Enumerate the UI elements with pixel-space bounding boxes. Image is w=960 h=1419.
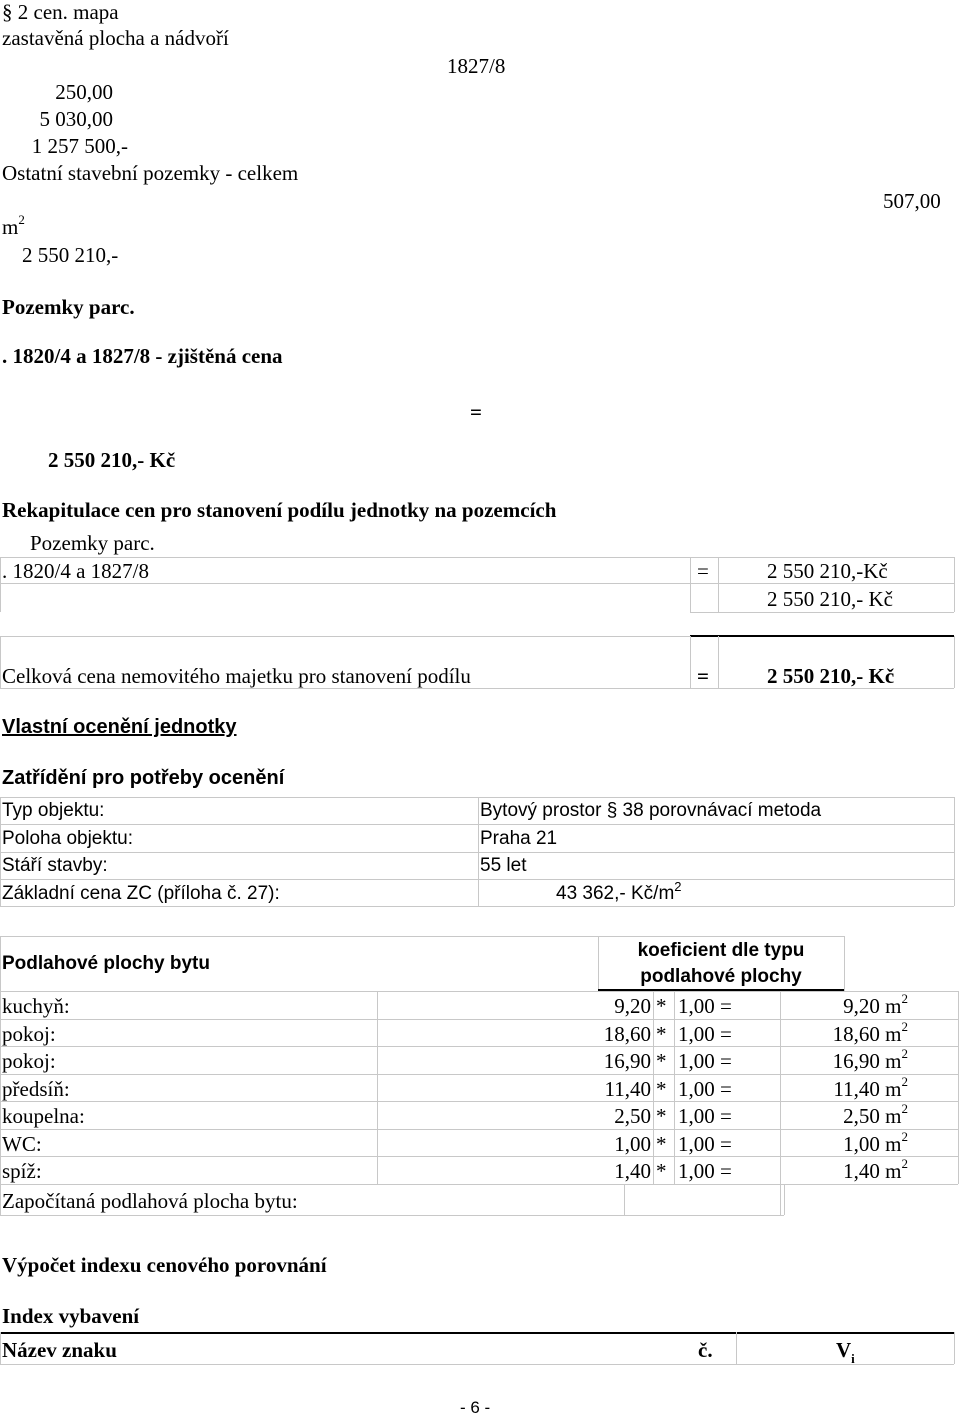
- room-coefficient: 1,00 =: [678, 1049, 732, 1073]
- room-result: 1,00 $m^2$: [843, 1129, 908, 1156]
- floor-line: [624, 1184, 625, 1215]
- other-lots-price: 2 550 210,-: [22, 243, 119, 267]
- room-name: předsíň:: [2, 1077, 70, 1101]
- object-type-value: Bytový prostor § 38 porovnávací metoda: [480, 800, 822, 821]
- base-price-value: 43 362,- $Kč/m^2$: [556, 879, 682, 904]
- room-area: 9,20: [614, 994, 651, 1018]
- lots-description: . 1820/4 a 1827/8 - zjištěná cena: [2, 344, 283, 368]
- classification-line: [0, 906, 954, 907]
- unit-label: $m^2$: [2, 212, 25, 239]
- index-line: [0, 1364, 954, 1365]
- room-coefficient: 1,00 =: [678, 1159, 732, 1183]
- total-rule: [690, 635, 954, 637]
- classification-line: [0, 824, 954, 825]
- floor-line: [0, 1019, 958, 1020]
- floor-line: [0, 1184, 958, 1185]
- other-lots-area: 507,00: [883, 189, 941, 213]
- room-name: spíž:: [2, 1159, 42, 1183]
- floor-line: [844, 936, 845, 991]
- room-name: pokoj:: [2, 1049, 56, 1073]
- floor-line: [0, 1046, 958, 1047]
- floor-line: [0, 991, 958, 992]
- room-coefficient: 1,00 =: [678, 1022, 732, 1046]
- room-area: 1,00: [614, 1132, 651, 1156]
- room-name: pokoj:: [2, 1022, 56, 1046]
- room-coefficient: 1,00 =: [678, 994, 732, 1018]
- room-result: 2,50 $m^2$: [843, 1101, 908, 1128]
- object-location-label: Poloha objektu:: [2, 828, 133, 849]
- own-valuation-heading: Vlastní ocenění jednotky: [2, 716, 237, 738]
- floor-line: [0, 1156, 958, 1157]
- classification-heading: Zatřídění pro potřeby ocenění: [2, 767, 285, 789]
- recap-lots-value: 2 550 210,-Kč: [767, 559, 888, 583]
- index-line: [954, 1332, 955, 1364]
- area-value: 250,00: [55, 80, 113, 104]
- recap-line: [0, 557, 1, 612]
- classification-line: [0, 879, 954, 880]
- object-location-value: Praha 21: [480, 828, 558, 849]
- recap-lots-label: Pozemky parc.: [30, 531, 155, 555]
- classification-line: [0, 797, 954, 798]
- price: 1 257 500,-: [31, 134, 128, 158]
- area-type: zastavěná plocha a nádvoří: [2, 26, 229, 50]
- room-result: 9,20 $m^2$: [843, 991, 908, 1018]
- multiply-sign: *: [656, 1022, 667, 1046]
- map-line: § 2 cen. mapa: [2, 0, 119, 24]
- index-header-rule: [0, 1332, 954, 1334]
- total-label: Celková cena nemovitého majetku pro stanovení podílu: [2, 664, 471, 688]
- recap-heading: Rekapitulace cen pro stanovení podílu jednotky na pozemcích: [2, 498, 557, 522]
- index-heading: Výpočet indexu cenového porovnání: [2, 1253, 327, 1277]
- coefficient-header-line2: podlahové plochy: [640, 966, 802, 987]
- total-line: [690, 636, 691, 688]
- counted-floor-area-label: Započítaná podlahová plocha bytu:: [2, 1189, 298, 1213]
- column-name-header: Název znaku: [2, 1338, 117, 1362]
- recap-line: [690, 612, 954, 613]
- recap-lots-description: . 1820/4 a 1827/8: [2, 559, 149, 583]
- recap-subtotal: 2 550 210,- Kč: [767, 587, 893, 611]
- room-area: 11,40: [604, 1077, 651, 1101]
- total-value: 2 550 210,- Kč: [767, 664, 895, 688]
- classification-line: [478, 797, 479, 906]
- index-line: [736, 1332, 737, 1364]
- floor-heading: Podlahové plochy bytu: [2, 953, 210, 974]
- recap-line: [718, 557, 719, 612]
- recap-line: [954, 557, 955, 612]
- recap-line: [0, 557, 954, 558]
- classification-line: [0, 852, 954, 853]
- room-result: 18,60 $m^2$: [832, 1019, 908, 1046]
- equals-sign: =: [470, 400, 482, 424]
- multiply-sign: *: [656, 1077, 667, 1101]
- room-coefficient: 1,00 =: [678, 1077, 732, 1101]
- floor-line: [0, 1129, 958, 1130]
- room-area: 16,90: [603, 1049, 651, 1073]
- total-equals: =: [697, 664, 709, 688]
- floor-line: [0, 1215, 784, 1216]
- room-coefficient: 1,00 =: [678, 1132, 732, 1156]
- room-area: 2,50: [614, 1104, 651, 1128]
- multiply-sign: *: [656, 1159, 667, 1183]
- multiply-sign: *: [656, 1132, 667, 1156]
- room-result: 16,90 $m^2$: [832, 1046, 908, 1073]
- multiply-sign: *: [656, 1049, 667, 1073]
- room-area: 1,40: [614, 1159, 651, 1183]
- column-vi-header: $V_i$: [836, 1338, 855, 1366]
- classification-line: [0, 797, 1, 906]
- floor-line: [784, 1184, 785, 1215]
- room-result: 11,40 $m^2$: [833, 1074, 908, 1101]
- total-line: [718, 636, 719, 688]
- recap-equals: =: [697, 559, 709, 583]
- parcel-number: 1827/8: [447, 54, 506, 78]
- recap-line: [0, 583, 954, 584]
- room-name: koupelna:: [2, 1104, 85, 1128]
- total-line: [0, 688, 954, 689]
- other-lots-label: Ostatní stavební pozemky - celkem: [2, 161, 299, 185]
- object-type-label: Typ objektu:: [2, 800, 105, 821]
- total-line: [0, 636, 1, 688]
- floor-line: [958, 991, 959, 1184]
- page-number: - 6 -: [460, 1398, 491, 1417]
- floor-line: [0, 1074, 958, 1075]
- column-number-header: č.: [698, 1338, 713, 1362]
- room-name: kuchyň:: [2, 994, 70, 1018]
- room-name: WC:: [2, 1132, 42, 1156]
- multiply-sign: *: [656, 1104, 667, 1128]
- floor-line: [0, 936, 844, 937]
- lots-label: Pozemky parc.: [2, 295, 135, 319]
- room-area: 18,60: [603, 1022, 651, 1046]
- floor-line: [0, 1101, 958, 1102]
- multiply-sign: *: [656, 994, 667, 1018]
- building-age-value: 55 let: [480, 855, 527, 876]
- floor-line: [0, 991, 1, 1215]
- room-coefficient: 1,00 =: [678, 1104, 732, 1128]
- floor-line: [0, 936, 1, 991]
- index-line: [0, 1332, 1, 1364]
- floor-line: [653, 991, 654, 1184]
- base-price-label: Základní cena ZC (příloha č. 27):: [2, 883, 280, 904]
- building-age-label: Stáří stavby:: [2, 855, 108, 876]
- floor-line: [377, 991, 378, 1184]
- room-result: 1,40 $m^2$: [843, 1156, 908, 1183]
- coefficient-header-line1: koeficient dle typu: [637, 940, 805, 961]
- equipment-index-heading: Index vybavení: [2, 1304, 140, 1328]
- floor-line: [674, 991, 675, 1184]
- lots-total: 2 550 210,- Kč: [48, 448, 176, 472]
- recap-line: [690, 557, 691, 612]
- classification-line: [954, 797, 955, 906]
- unit-price: 5 030,00: [39, 107, 113, 131]
- total-line: [954, 636, 955, 688]
